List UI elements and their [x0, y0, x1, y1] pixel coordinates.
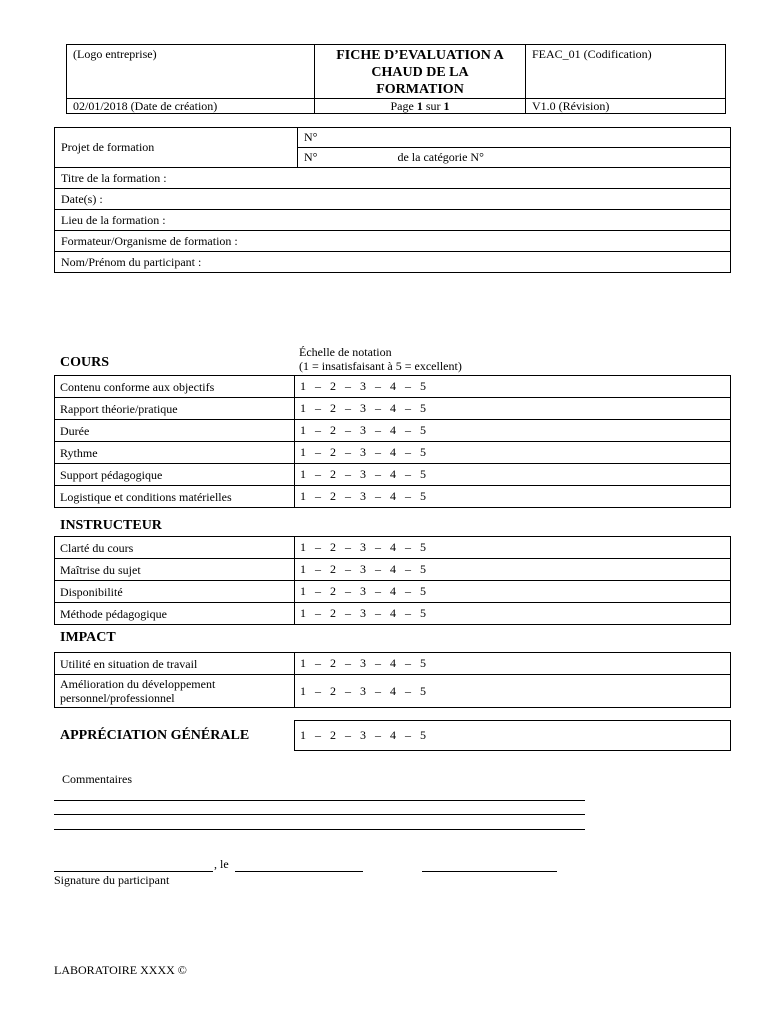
document-title-line-1: FICHE D’EVALUATION A: [336, 48, 504, 63]
page-number: [315, 99, 526, 114]
scale-caption: [299, 345, 462, 373]
document-code: [526, 45, 726, 99]
category-label: de la catégorie N°: [397, 150, 484, 164]
revision: [526, 99, 726, 114]
rating-scale[interactable]: 1 – 2 – 3 – 4 – 5: [295, 559, 731, 581]
criterion-label: [55, 675, 295, 708]
project-number-field[interactable]: [298, 128, 731, 148]
comment-line[interactable]: [54, 800, 585, 801]
creation-date: [67, 99, 315, 114]
criterion-label: Maîtrise du sujet: [55, 559, 295, 581]
logo-placeholder-text: (Logo entreprise): [73, 47, 157, 61]
section-title-impact: IMPACT: [60, 630, 116, 645]
criterion-label: Disponibilité: [55, 581, 295, 603]
signature-label: Signature du participant: [54, 873, 170, 887]
project-label-text: Projet de formation: [61, 140, 155, 154]
rating-scale[interactable]: 1 – 2 – 3 – 4 – 5: [295, 464, 731, 486]
criterion-label: Clarté du cours: [55, 537, 295, 559]
logo-placeholder: [67, 45, 315, 99]
place-line[interactable]: [54, 871, 213, 872]
project-info-table: [54, 127, 731, 273]
rating-scale[interactable]: 1 – 2 – 3 – 4 – 5: [295, 603, 731, 625]
rating-scale[interactable]: 1 – 2 – 3 – 4 – 5: [295, 376, 731, 398]
rating-scale[interactable]: 1 – 2 – 3 – 4 – 5: [295, 581, 731, 603]
training-title-field[interactable]: [55, 168, 731, 189]
trainer-label: Formateur/Organisme de formation :: [61, 234, 238, 248]
training-location-label: Lieu de la formation :: [61, 213, 166, 227]
training-title-label: Titre de la formation :: [61, 171, 167, 185]
general-rating-box[interactable]: [294, 720, 731, 751]
criterion-label: Contenu conforme aux objectifs: [55, 376, 295, 398]
rating-scale[interactable]: 1 – 2 – 3 – 4 – 5: [300, 728, 426, 742]
criterion-label: Support pédagogique: [55, 464, 295, 486]
document-title-line-2: CHAUD DE LA: [371, 65, 469, 80]
section-title-general: APPRÉCIATION GÉNÉRALE: [60, 728, 250, 743]
revision-text: V1.0 (Révision): [532, 99, 610, 113]
project-number2-label: N°: [304, 150, 318, 164]
criterion-label: Utilité en situation de travail: [55, 653, 295, 675]
project-label: [55, 128, 298, 168]
section-title-instructeur: INSTRUCTEUR: [60, 518, 162, 533]
document-header-table: [66, 44, 726, 114]
training-dates-field[interactable]: [55, 189, 731, 210]
page-current: 1: [416, 99, 423, 113]
page-prefix: Page: [390, 99, 417, 113]
document-title-line-3: FORMATION: [376, 82, 464, 97]
rating-scale[interactable]: 1 – 2 – 3 – 4 – 5: [295, 442, 731, 464]
impact-rating-table: [54, 652, 731, 708]
participant-name-field[interactable]: [55, 252, 731, 273]
signature-line[interactable]: [422, 871, 557, 872]
comment-line[interactable]: [54, 814, 585, 815]
criterion-label: Méthode pédagogique: [55, 603, 295, 625]
creation-date-text: 02/01/2018 (Date de création): [73, 99, 218, 113]
training-dates-label: Date(s) :: [61, 192, 103, 206]
rating-scale[interactable]: 1 – 2 – 3 – 4 – 5: [295, 398, 731, 420]
rating-scale[interactable]: 1 – 2 – 3 – 4 – 5: [295, 653, 731, 675]
document-title: [315, 45, 526, 99]
criterion-label: Durée: [55, 420, 295, 442]
instructeur-rating-table: [54, 536, 731, 625]
training-location-field[interactable]: [55, 210, 731, 231]
scale-caption-line-1: Échelle de notation: [299, 345, 392, 359]
comments-label: Commentaires: [62, 772, 132, 786]
criterion-label: Rythme: [55, 442, 295, 464]
participant-name-label: Nom/Prénom du participant :: [61, 255, 202, 269]
criterion-label-line-1: Amélioration du développement: [60, 677, 216, 691]
criterion-label-line-2: personnel/professionnel: [60, 691, 175, 705]
project-category-field[interactable]: [298, 148, 731, 168]
scale-caption-line-2: (1 = insatisfaisant à 5 = excellent): [299, 359, 462, 373]
rating-scale[interactable]: 1 – 2 – 3 – 4 – 5: [295, 537, 731, 559]
rating-scale[interactable]: 1 – 2 – 3 – 4 – 5: [295, 675, 731, 708]
criterion-label: Logistique et conditions matérielles: [55, 486, 295, 508]
page-total: 1: [443, 99, 450, 113]
trainer-field[interactable]: [55, 231, 731, 252]
comment-line[interactable]: [54, 829, 585, 830]
rating-scale[interactable]: 1 – 2 – 3 – 4 – 5: [295, 486, 731, 508]
section-title-cours: COURS: [60, 355, 110, 370]
document-code-text: FEAC_01 (Codification): [532, 47, 652, 61]
date-line[interactable]: [235, 871, 363, 872]
footer-text: LABORATOIRE XXXX ©: [54, 963, 187, 977]
cours-rating-table: [54, 375, 731, 508]
project-number-label: N°: [304, 130, 318, 144]
criterion-label: Rapport théorie/pratique: [55, 398, 295, 420]
rating-scale[interactable]: 1 – 2 – 3 – 4 – 5: [295, 420, 731, 442]
date-separator: , le: [214, 857, 229, 871]
page-separator: sur: [422, 99, 444, 113]
